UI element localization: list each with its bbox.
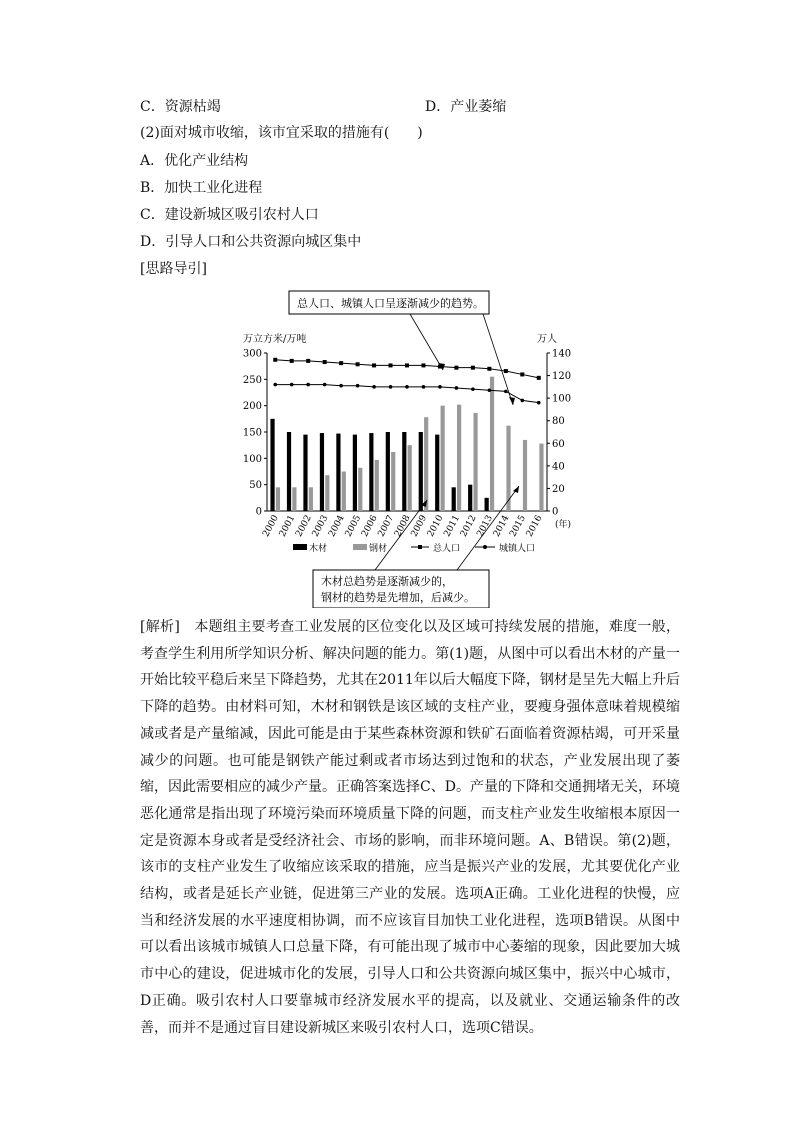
legend-label-total: 总人口 xyxy=(433,544,461,554)
point-urban-2015 xyxy=(520,399,524,403)
bar-steel-2009 xyxy=(424,417,428,511)
point-total-2009 xyxy=(421,363,425,367)
point-urban-2010 xyxy=(438,385,442,389)
x-tick-label: 2002 xyxy=(294,513,314,539)
right-tick-label: 100 xyxy=(552,393,572,405)
left-tick-label: 300 xyxy=(242,348,262,360)
bar-wood-2002 xyxy=(303,435,307,511)
point-urban-2011 xyxy=(455,386,459,390)
bar-steel-2003 xyxy=(325,475,329,511)
x-tick-label: 2005 xyxy=(343,513,364,539)
point-total-2010 xyxy=(438,365,442,369)
right-axis-title: 万人 xyxy=(537,334,557,345)
legend-label-steel: 钢材 xyxy=(369,544,388,554)
x-tick-label: 2001 xyxy=(277,513,298,539)
x-tick-label: 2016 xyxy=(524,513,545,539)
bar-steel-2010 xyxy=(441,406,445,511)
point-total-2000 xyxy=(273,358,277,362)
bar-wood-2011 xyxy=(452,487,456,511)
point-total-2004 xyxy=(339,361,343,365)
bar-wood-2001 xyxy=(287,432,291,511)
bar-steel-2005 xyxy=(358,468,362,511)
top-callout-arrowhead-2 xyxy=(509,397,515,405)
left-tick-label: 100 xyxy=(242,453,262,465)
point-urban-2003 xyxy=(323,383,327,387)
x-tick-label: 2013 xyxy=(475,513,496,539)
option-d-top: D．产业萎缩 xyxy=(425,99,507,115)
legend-marker-total xyxy=(418,545,422,549)
point-total-2014 xyxy=(504,369,508,373)
legend-swatch-wood xyxy=(293,544,307,550)
option-c-top: C．资源枯竭 xyxy=(140,99,221,115)
left-tick-label: 150 xyxy=(242,427,262,439)
point-urban-2001 xyxy=(290,383,294,387)
point-urban-2008 xyxy=(405,385,409,389)
bar-steel-2006 xyxy=(375,460,379,511)
bar-wood-2003 xyxy=(320,433,324,511)
point-urban-2006 xyxy=(372,385,376,389)
x-tick-label: 2009 xyxy=(409,513,430,539)
bar-wood-2004 xyxy=(336,434,340,511)
point-urban-2013 xyxy=(488,388,492,392)
left-tick-label: 200 xyxy=(242,401,262,413)
point-urban-2005 xyxy=(356,384,360,388)
right-tick-label: 20 xyxy=(552,483,565,495)
right-tick-label: 60 xyxy=(552,438,565,450)
x-tick-label: 2014 xyxy=(491,513,512,539)
bar-steel-2012 xyxy=(473,413,477,511)
bar-wood-2013 xyxy=(485,498,489,511)
bar-steel-2008 xyxy=(408,445,412,511)
bar-steel-2013 xyxy=(490,377,494,511)
guide-label: [思路导引] xyxy=(140,261,207,277)
bottom-callout-line1: 木材总趋势是逐渐减少的， xyxy=(321,575,453,588)
x-tick-label: 2015 xyxy=(508,513,528,539)
x-tick-label: 2011 xyxy=(442,513,463,539)
point-total-2005 xyxy=(356,362,360,366)
bottom-callout-arrowhead-2 xyxy=(513,486,519,493)
point-total-2001 xyxy=(290,359,294,363)
x-tick-label: 2000 xyxy=(261,513,281,539)
bottom-callout-line2: 钢材的趋势是先增加，后减少。 xyxy=(321,591,475,604)
legend-label-urban: 城镇人口 xyxy=(499,544,536,554)
bar-wood-2012 xyxy=(468,485,472,511)
point-total-2012 xyxy=(471,366,475,370)
bar-wood-2007 xyxy=(386,432,390,511)
point-urban-2012 xyxy=(471,387,475,391)
point-urban-2016 xyxy=(537,401,541,405)
question2-option-c: C．建设新城区吸引农村人口 xyxy=(140,207,319,223)
point-total-2013 xyxy=(487,367,491,371)
bar-steel-2015 xyxy=(523,440,527,511)
legend-label-wood: 木材 xyxy=(309,544,328,554)
bar-steel-2007 xyxy=(391,452,395,511)
right-tick-label: 120 xyxy=(552,371,572,383)
bar-wood-2010 xyxy=(435,435,439,511)
x-tick-label: 2012 xyxy=(458,513,479,539)
x-tick-label: 2006 xyxy=(360,513,380,539)
point-total-2007 xyxy=(389,363,393,367)
question2-option-b: B．加快工业化进程 xyxy=(140,180,263,196)
point-total-2011 xyxy=(454,366,458,370)
point-total-2002 xyxy=(306,359,310,363)
production-population-chart xyxy=(225,290,595,608)
bar-wood-2008 xyxy=(402,432,406,511)
bar-wood-2009 xyxy=(419,432,423,511)
point-urban-2004 xyxy=(339,384,343,388)
x-tick-label: 2008 xyxy=(393,513,413,539)
x-tick-label: 2010 xyxy=(426,513,446,539)
legend xyxy=(293,542,535,554)
point-total-2003 xyxy=(323,360,327,364)
point-total-2006 xyxy=(372,363,376,367)
bar-wood-2000 xyxy=(270,419,274,511)
top-callout-text: 总人口、城镇人口呈逐渐减少的趋势。 xyxy=(297,297,484,310)
point-urban-2014 xyxy=(504,390,508,394)
x-tick-label: 2007 xyxy=(376,513,397,539)
x-tick-label: 2004 xyxy=(327,513,347,539)
legend-swatch-steel xyxy=(353,544,367,550)
bar-steel-2004 xyxy=(342,472,346,512)
left-tick-label: 250 xyxy=(242,374,262,386)
right-tick-label: 140 xyxy=(552,348,572,360)
point-urban-2009 xyxy=(422,385,426,389)
top-callout-arrow-1 xyxy=(410,314,443,370)
bar-steel-2011 xyxy=(457,405,461,511)
point-urban-2002 xyxy=(306,383,310,387)
right-tick-label: 80 xyxy=(552,416,565,428)
question2-stem: (2)面对城市收缩，该市宜采取的措施有( ) xyxy=(140,125,423,141)
point-urban-2000 xyxy=(273,383,277,387)
x-tick-label: 2003 xyxy=(310,513,331,539)
top-callout-arrow-2 xyxy=(483,314,513,405)
right-tick-label: 0 xyxy=(552,506,559,518)
bar-steel-2016 xyxy=(539,444,543,511)
bar-steel-2001 xyxy=(292,487,296,511)
point-total-2008 xyxy=(405,363,409,367)
right-tick-label: 40 xyxy=(552,461,565,473)
question2-option-d: D．引导人口和公共资源向城区集中 xyxy=(140,234,362,250)
x-axis-unit: (年) xyxy=(555,520,572,530)
analysis-paragraph: [解析] 本题组主要考查工业发展的区位变化以及区域可持续发展的措施，难度一般，考查学生利用所学知识分析、解决问题的能力。第(1)题，从图中可以看出木材的产量一开始比较平稳后来呈下降趋势，尤其在2011年以后大幅度下降，钢材是呈先大幅上升后下降的趋势。由材料可知，木材和钢铁是该区域的支柱产业，要瘦身强体意味着规模缩减或者是产量缩减，因此可能是由于某些森林资源和铁矿石面临着资源枯竭，可开采量减少的问题。也可能是钢铁产能过剩或者市场达到过饱和的状态，产业发展出现了萎缩，因此需要相应的减少产量。正确答案选择C、D。产量的下降和交通拥堵无关，环境恶化通常是指出现了环境污染而环境质量下降的问题，而支柱产业发生收缩根本原因一定是资源本身或者是受经济社会、市场的影响，而非环境问题。A、B错误。第(2)题，该市的支柱产业发生了收缩应该采取的措施，应当是振兴产业的发展，尤其要优化产业结构，或者是延长产业链，促进第三产业的发展。选项A正确。工业化进程的快慢，应当和经济发展的水平速度相协调，而不应该盲目加快工业化进程，选项B错误。从图中可以看出该城市城镇人口总量下降，有可能出现了城市中心萎缩的现象，因此要加大城市中心的建设，促进城市化的发展，引导人口和公共资源向城区集中，振兴中心城市，D正确。吸引农村人口要靠城市经济发展水平的提高，以及就业、交通运输条件的改善，而并不是通过盲目建设新城区来吸引农村人口，选项C错误。 xyxy=(140,619,680,1036)
legend-marker-urban xyxy=(483,545,487,549)
bar-wood-2006 xyxy=(369,433,373,511)
bar-steel-2002 xyxy=(309,487,313,511)
left-tick-label: 50 xyxy=(249,480,262,492)
point-total-2015 xyxy=(520,372,524,376)
bar-wood-2005 xyxy=(353,435,357,511)
left-axis-title: 万立方米/万吨 xyxy=(243,334,307,345)
question2-option-a: A．优化产业结构 xyxy=(140,153,249,169)
left-tick-label: 0 xyxy=(255,506,262,518)
point-total-2016 xyxy=(537,376,541,380)
bar-steel-2000 xyxy=(276,487,280,511)
point-urban-2007 xyxy=(389,385,393,389)
